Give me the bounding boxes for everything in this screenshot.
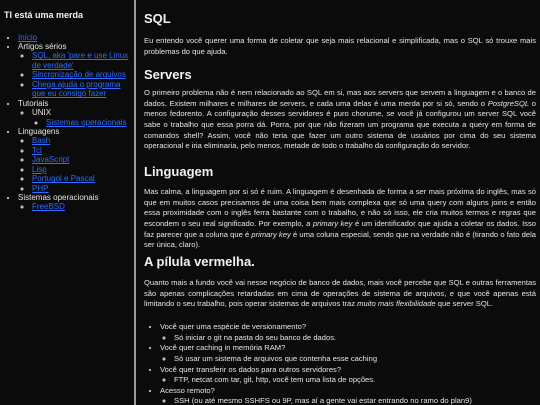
sidebar-nav bbox=[4, 33, 132, 212]
site-title: TI está uma merda bbox=[4, 10, 84, 20]
sidebar-item-sistemas bbox=[18, 193, 132, 212]
list-item: ◦ Só iniciar o git na pasta do seu banco de dados. bbox=[174, 333, 536, 344]
list-item: ◦ FTP, netcat com tar, git, http, você tem uma lista de opções. bbox=[174, 375, 536, 386]
sidebar-subitem bbox=[32, 136, 132, 145]
postgresql-emphasis: PostgreSQL bbox=[487, 98, 530, 108]
sidebar-item-inicio bbox=[18, 33, 132, 42]
sidebar bbox=[0, 0, 132, 405]
primary-key-emphasis: primary key bbox=[251, 229, 291, 239]
sidebar-subitem bbox=[32, 155, 132, 164]
sidebar-section-label: Tutoriais bbox=[18, 98, 49, 108]
primary-key-emphasis: primary key bbox=[312, 218, 353, 228]
section-heading-linguagem: Linguagem bbox=[144, 164, 214, 179]
page-title: SQL bbox=[144, 11, 171, 26]
sidebar-subitem bbox=[32, 108, 132, 127]
sidebar-link-sql[interactable]: SQL, aka 'pare e use Linux de verdade' bbox=[32, 51, 129, 70]
servers-paragraph: O primeiro problema não é nem relacionado ao SQL em si, mas aos servers que servem a linguagem e o banco de dados. Existem milhares e milhares de servers, e cada uma delas é uma merda por si só, sendo o PostgreSQL o menos fedorento. A configuração desses servidores é puro chorume, se você já configurou um server SQL você sabe o trabalho que essa porra dá. Porra, por que não fizeram um programa que executa a query em forma de comandos shell? Assim, você não teria que fazer um outro sistema de usuários por cima do seu sistema operacional e iria eliminaria, pelo menos, metade de todo o trabalho da configuração do servidor. bbox=[144, 88, 536, 151]
sidebar-subsection-label: UNIX bbox=[32, 108, 52, 118]
sidebar-subitem bbox=[32, 146, 132, 155]
sidebar-link-freebsd[interactable]: FreeBSD bbox=[32, 202, 65, 212]
sidebar-item-artigos bbox=[18, 42, 132, 99]
sidebar-link-bash[interactable]: Bash bbox=[32, 136, 51, 146]
sidebar-section-label: Artigos sérios bbox=[18, 42, 67, 52]
list-item: • Você quer transferir os dados para outros servidores? ◦ FTP, netcat com tar, git, http, você tem uma lista de opções. bbox=[160, 365, 536, 386]
sidebar-subitem bbox=[32, 165, 132, 174]
sidebar-link-so[interactable]: Sistemas operacionais bbox=[46, 117, 127, 127]
sidebar-subitem bbox=[32, 51, 132, 70]
sidebar-link-tcl[interactable]: Tcl bbox=[32, 145, 42, 155]
list-item: • Você quer uma espécie de versionamento? ◦ Só iniciar o git na pasta do seu banco de dados. bbox=[160, 322, 536, 343]
sidebar-link-programa[interactable]: Chega ajuda o programa que eu consigo fazer bbox=[32, 79, 121, 99]
sidebar-section-label: Sistemas operacionais bbox=[18, 193, 99, 203]
options-list bbox=[144, 322, 536, 405]
sidebar-link-inicio[interactable]: Início bbox=[18, 32, 38, 42]
sidebar-subitem bbox=[32, 80, 132, 99]
section-heading-pilula: A pílula vermelha. bbox=[144, 254, 255, 269]
sidebar-item-linguagens bbox=[18, 127, 132, 193]
main-content bbox=[144, 0, 536, 405]
sidebar-subitem bbox=[46, 118, 132, 127]
sidebar-link-php[interactable]: PHP bbox=[32, 183, 49, 193]
flexibility-emphasis: muito mais flexibilidade bbox=[357, 299, 436, 309]
sidebar-subitem bbox=[32, 70, 132, 79]
sidebar-subitem bbox=[32, 184, 132, 193]
pilula-paragraph: Quanto mais a fundo você vai nesse negócio de banco de dados, mais você percebe que SQL e outras ferramentas são apenas complicações retardadas em cima de operações de sistema de arquivos, e que você apenas está limitando o seu trabalho, pois operar sistemas de arquivos traz muito mais flexibilidade que server SQL. bbox=[144, 278, 536, 309]
list-item: • Acesso remoto? ◦ SSH (ou até mesmo SSHFS ou 9P, mas aí a gente vai estar entrando no ramo do plan9) bbox=[160, 386, 536, 405]
sidebar-section-label: Linguagens bbox=[18, 126, 60, 136]
intro-paragraph: Eu entendo você querer uma forma de coletar que seja mais relacional e simplificada, mas o SQL só trouxe mais problemas do que ajuda. bbox=[144, 36, 536, 56]
list-item: • Você quer caching in memória RAM? ◦ Só usar um sistema de arquivos que contenha esse caching bbox=[160, 343, 536, 364]
list-item: ◦ Só usar um sistema de arquivos que contenha esse caching bbox=[174, 354, 536, 365]
sidebar-item-tutoriais bbox=[18, 99, 132, 127]
sidebar-subitem bbox=[32, 174, 132, 183]
sidebar-link-lisp[interactable]: Lisp bbox=[32, 164, 47, 174]
linguagem-paragraph: Mas calma, a linguagem por si só é ruim. A linguagem é desenhada de forma a ser mais próxima do inglês, mas só que em muitos casos precisamos de uma coisa bem mais complexa que só uma query com alguns joins e então essa proximidade com o inglês ferra bastante com o trabalho, e não só isso, ele cria muitos termos e regras que escondem o seu real significado. Por exemplo, a primary key é um identificador que ajuda a coletar os dados. Isso faz parecer que a coluna que é primary key é uma coluna especial, sendo que na verdade não é (tirando o fato dela ser única, claro). bbox=[144, 187, 536, 250]
section-heading-servers: Servers bbox=[144, 67, 192, 82]
sidebar-link-javascript[interactable]: JavaScript bbox=[32, 155, 70, 165]
list-item: ◦ SSH (ou até mesmo SSHFS ou 9P, mas aí a gente vai estar entrando no ramo do plan9) bbox=[174, 396, 536, 405]
sidebar-link-sincronizacao[interactable]: Sincronização de arquivos bbox=[32, 70, 126, 80]
sidebar-subitem bbox=[32, 202, 132, 211]
sidebar-link-portugol[interactable]: Portugol e Pascal bbox=[32, 174, 95, 184]
vertical-divider bbox=[134, 0, 136, 405]
